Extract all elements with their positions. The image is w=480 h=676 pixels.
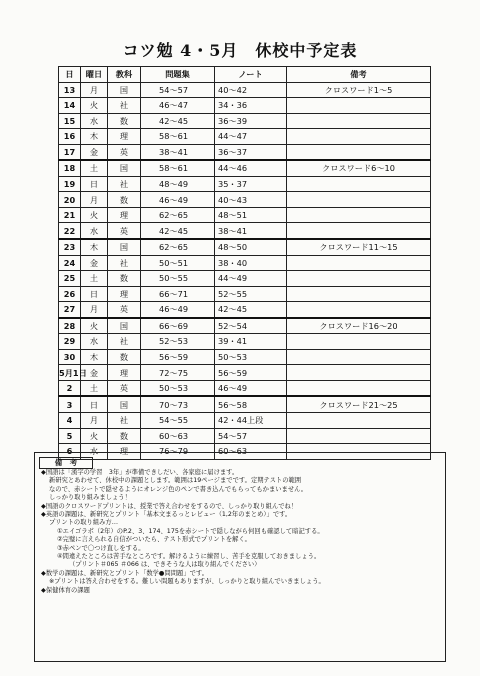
cell-note: 39・41 [215,334,287,350]
cell-date: 20 [59,192,81,208]
cell-day: 土 [81,380,108,396]
note-line: プリントの取り組み方… [49,519,119,527]
cell-note: 42・44上段 [215,413,287,429]
cell-subject: 数 [108,113,141,129]
header-note: ノート [215,67,287,83]
cell-date: 5月1日 [59,365,81,381]
table-row [59,380,431,396]
cell-subject: 理 [108,444,141,460]
table-row [59,396,431,412]
cell-problems: 42～45 [141,113,215,129]
notes-heading: 備 考 [39,457,93,469]
schedule-body [59,82,431,459]
cell-date: 6 [59,444,81,460]
cell-day: 木 [81,239,108,255]
cell-subject: 国 [108,160,141,176]
cell-date: 3 [59,396,81,412]
table-row [59,271,431,287]
table-row [59,428,431,444]
cell-remark [287,349,431,365]
cell-problems: 70～73 [141,396,215,412]
cell-subject: 国 [108,82,141,98]
table-row [59,255,431,271]
cell-note: 35・37 [215,176,287,192]
cell-day: 日 [81,396,108,412]
cell-remark: クロスワード11～15 [287,239,431,255]
table-row [59,98,431,114]
cell-note: 52～54 [215,318,287,334]
table-row [59,113,431,129]
cell-note: 48～50 [215,239,287,255]
cell-problems: 66～69 [141,318,215,334]
note-line: ①エイゴラボ（2年）のP.2、3、174、175を赤シートで隠しながら何回も確認して暗記する。 [57,527,324,535]
cell-day: 水 [81,334,108,350]
cell-day: 火 [81,207,108,223]
cell-subject: 社 [108,176,141,192]
cell-remark [287,98,431,114]
cell-problems: 54～55 [141,413,215,429]
cell-date: 14 [59,98,81,114]
cell-day: 金 [81,365,108,381]
cell-remark: クロスワード21～25 [287,396,431,412]
cell-problems: 58～61 [141,129,215,145]
table-row [59,413,431,429]
table-row [59,207,431,223]
cell-problems: 42～45 [141,223,215,239]
header-subject: 教科 [108,67,141,83]
cell-note: 40～43 [215,192,287,208]
cell-day: 水 [81,113,108,129]
cell-problems: 46～49 [141,302,215,318]
cell-note: 52～55 [215,286,287,302]
cell-subject: 英 [108,223,141,239]
cell-note: 48～51 [215,207,287,223]
cell-note: 50～53 [215,349,287,365]
cell-subject: 国 [108,239,141,255]
cell-day: 月 [81,302,108,318]
note-line: ◆ 保健体育の課題 [41,587,441,595]
cell-remark [287,413,431,429]
cell-date: 22 [59,223,81,239]
table-row [59,192,431,208]
note-line: （プリント＃065 ＃066 は、できそうな人は取り組んでください） [69,561,261,569]
cell-date: 17 [59,144,81,160]
cell-subject: 英 [108,302,141,318]
cell-day: 月 [81,192,108,208]
cell-remark: クロスワード16～20 [287,318,431,334]
cell-date: 4 [59,413,81,429]
cell-problems: 54～57 [141,82,215,98]
cell-note: 42～45 [215,302,287,318]
cell-note: 36～37 [215,144,287,160]
cell-day: 金 [81,144,108,160]
cell-subject: 理 [108,129,141,145]
cell-subject: 社 [108,255,141,271]
cell-day: 水 [81,223,108,239]
cell-date: 15 [59,113,81,129]
cell-day: 火 [81,98,108,114]
cell-day: 火 [81,428,108,444]
cell-remark [287,334,431,350]
cell-date: 26 [59,286,81,302]
cell-remark: クロスワード6～10 [287,160,431,176]
cell-date: 13 [59,82,81,98]
cell-subject: 社 [108,413,141,429]
note-line: ③赤ペンで〇つけ直しをする。 [57,544,145,552]
cell-subject: 数 [108,192,141,208]
cell-date: 25 [59,271,81,287]
note-line: ④間違えたところは苦手なところです。解けるように練習し、苦手を克服しておきましょう。 [57,553,321,561]
header-day: 曜日 [81,67,108,83]
cell-note: 46～49 [215,380,287,396]
table-row [59,144,431,160]
note-line: なので、赤シートで隠せるようにオレンジ色のペンで書き込んでもらってもかまいません。 [49,485,308,493]
cell-day: 日 [81,176,108,192]
cell-day: 土 [81,160,108,176]
note-line: ※プリントは答え合わせをする。難しい問題もありますが、しっかりと取り組んでいきましょう。 [49,578,325,586]
cell-subject: 国 [108,396,141,412]
cell-day: 火 [81,318,108,334]
cell-note: 44～47 [215,129,287,145]
note-line: 新研究とあわせて、休校中の課題とします。範囲は19ページまでです。定期テストの範囲 [49,477,302,485]
cell-problems: 76～79 [141,444,215,460]
note-line: ◆ 国語は「漢字の学習 3年」が準備できしだい、各家庭に届けます。 [41,469,441,477]
cell-problems: 46～47 [141,98,215,114]
cell-problems: 62～65 [141,207,215,223]
cell-problems: 62～65 [141,239,215,255]
cell-date: 16 [59,129,81,145]
cell-problems: 48～49 [141,176,215,192]
cell-note: 34・36 [215,98,287,114]
cell-remark [287,207,431,223]
cell-remark [287,271,431,287]
cell-date: 5 [59,428,81,444]
note-line: ◆ 数学の課題は、新研究とプリント「数学●問問題」です。 [41,570,441,578]
cell-problems: 56～59 [141,349,215,365]
cell-problems: 50～55 [141,271,215,287]
table-row [59,365,431,381]
cell-subject: 国 [108,318,141,334]
cell-remark [287,302,431,318]
notes-body [41,469,441,595]
cell-note: 60～63 [215,444,287,460]
cell-problems: 52～53 [141,334,215,350]
cell-subject: 理 [108,286,141,302]
cell-note: 44～49 [215,271,287,287]
cell-remark [287,365,431,381]
table-row [59,349,431,365]
cell-problems: 38～41 [141,144,215,160]
cell-date: 27 [59,302,81,318]
header-date: 日 [59,67,81,83]
cell-date: 23 [59,239,81,255]
cell-remark [287,176,431,192]
notes-box [34,452,446,662]
cell-problems: 58～61 [141,160,215,176]
table-row [59,160,431,176]
cell-remark [287,192,431,208]
cell-remark [287,223,431,239]
cell-subject: 数 [108,428,141,444]
cell-problems: 46～49 [141,192,215,208]
note-line: ◆ 国語のクロスワードプリントは、授業で答え合わせをするので、しっかり取り組んでね！ [41,503,441,511]
cell-date: 19 [59,176,81,192]
cell-day: 月 [81,82,108,98]
cell-remark [287,286,431,302]
cell-note: 40～42 [215,82,287,98]
cell-subject: 英 [108,380,141,396]
header-problems: 問題集 [141,67,215,83]
table-header-row [59,67,431,83]
cell-subject: 数 [108,271,141,287]
cell-day: 木 [81,349,108,365]
cell-problems: 66～71 [141,286,215,302]
cell-day: 月 [81,413,108,429]
table-row [59,302,431,318]
cell-subject: 英 [108,144,141,160]
table-row [59,82,431,98]
table-row [59,334,431,350]
cell-date: 18 [59,160,81,176]
cell-remark: クロスワード1～5 [287,82,431,98]
cell-note: 38・40 [215,255,287,271]
note-line: ②完璧に言えられる自信がついたら、テスト形式でプリントを解く。 [57,536,251,544]
cell-subject: 理 [108,207,141,223]
cell-subject: 社 [108,98,141,114]
cell-remark [287,380,431,396]
cell-note: 38～41 [215,223,287,239]
cell-day: 木 [81,129,108,145]
cell-date: 21 [59,207,81,223]
cell-note: 56～58 [215,396,287,412]
cell-remark [287,129,431,145]
table-row [59,129,431,145]
table-row [59,286,431,302]
cell-subject: 数 [108,349,141,365]
cell-day: 土 [81,271,108,287]
cell-problems: 50～53 [141,380,215,396]
schedule-table [58,66,431,460]
cell-subject: 社 [108,334,141,350]
cell-remark [287,255,431,271]
cell-date: 28 [59,318,81,334]
cell-note: 36～39 [215,113,287,129]
note-line: ◆ 英語の課題は、新研究とプリント「基本文まるっとレビュー（1,2年のまとめ）」です。 [41,511,441,519]
cell-remark [287,144,431,160]
table-row [59,223,431,239]
cell-problems: 50～51 [141,255,215,271]
table-row [59,239,431,255]
table-row [59,176,431,192]
cell-problems: 72～75 [141,365,215,381]
cell-day: 日 [81,286,108,302]
cell-date: 2 [59,380,81,396]
cell-date: 24 [59,255,81,271]
cell-date: 29 [59,334,81,350]
cell-date: 30 [59,349,81,365]
cell-subject: 理 [108,365,141,381]
cell-day: 金 [81,255,108,271]
note-line: しっかり取り組みましょう！ [49,494,131,502]
cell-problems: 60～63 [141,428,215,444]
cell-note: 54～57 [215,428,287,444]
cell-note: 56～59 [215,365,287,381]
cell-note: 44～46 [215,160,287,176]
cell-remark [287,113,431,129]
cell-remark [287,428,431,444]
cell-day: 水 [81,444,108,460]
page-title: コツ勉 4・5月 休校中予定表 [122,41,358,60]
table-row [59,318,431,334]
header-remarks: 備考 [287,67,431,83]
